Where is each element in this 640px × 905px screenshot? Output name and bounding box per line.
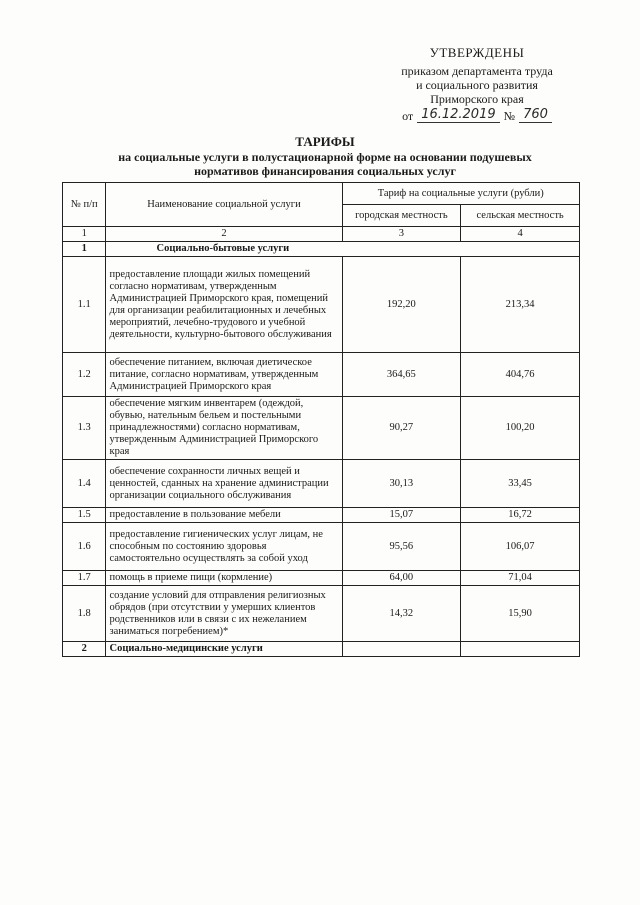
document-title: ТАРИФЫ — [295, 134, 355, 149]
approval-date-line — [372, 108, 582, 123]
row-num: 1.3 — [63, 397, 106, 460]
header-rural: сельская местность — [461, 205, 580, 227]
empty-cell — [461, 642, 580, 657]
col-number-3: 3 — [342, 227, 461, 242]
section-row — [63, 642, 580, 657]
table-header-row — [63, 183, 580, 205]
col-number-4: 4 — [461, 227, 580, 242]
document-subtitle-1: на социальные услуги в полустационарной форме на основании подушевых — [118, 150, 532, 164]
approval-block — [372, 46, 582, 123]
empty-cell — [342, 642, 461, 657]
header-name: Наименование социальной услуги — [106, 183, 342, 227]
row-service-name: предоставление площади жилых помещений согласно нормативам, утвержденным Администрацией Приморского края, помещений для организации реабилитационных и лечебных мероприятий, лечебно-трудового и учебной деятельности, культурно-бытового обслуживания — [106, 257, 342, 353]
header-num: № п/п — [63, 183, 106, 227]
header-tariff-group: Тариф на социальные услуги (рубли) — [342, 183, 580, 205]
row-num: 1.8 — [63, 586, 106, 642]
row-city-price: 30,13 — [342, 460, 461, 508]
row-city-price: 90,27 — [342, 397, 461, 460]
section-num: 1 — [63, 242, 106, 257]
row-service-name: предоставление в пользование мебели — [106, 508, 342, 523]
table-row — [63, 257, 580, 353]
col-number-2: 2 — [106, 227, 342, 242]
row-city-price: 364,65 — [342, 353, 461, 397]
row-rural-price: 213,34 — [461, 257, 580, 353]
table-row — [63, 460, 580, 508]
row-rural-price: 404,76 — [461, 353, 580, 397]
row-service-name: создание условий для отправления религиозных обрядов (при отсутствии у умерших клиентов родственников или в связи с их нежеланием заниматься погребением)* — [106, 586, 342, 642]
row-city-price: 14,32 — [342, 586, 461, 642]
row-num: 1.2 — [63, 353, 106, 397]
table-row — [63, 523, 580, 571]
section-name: Социально-медицинские услуги — [106, 642, 342, 657]
col-number-1: 1 — [63, 227, 106, 242]
row-city-price: 64,00 — [342, 571, 461, 586]
row-rural-price: 106,07 — [461, 523, 580, 571]
row-rural-price: 100,20 — [461, 397, 580, 460]
row-service-name: обеспечение мягким инвентарем (одеждой, обувью, нательным бельем и постельными принадлежностями) согласно нормативам, утвержденным Администрацией Приморского края — [106, 397, 342, 460]
section-num: 2 — [63, 642, 106, 657]
approval-line-2: и социального развития — [416, 78, 538, 92]
approval-line-3: Приморского края — [430, 92, 524, 106]
row-rural-price: 16,72 — [461, 508, 580, 523]
date-prefix: от — [402, 109, 414, 123]
document-subtitle-2: нормативов финансирования социальных услуг — [194, 164, 456, 178]
table-row — [63, 508, 580, 523]
row-service-name: обеспечение сохранности личных вещей и ценностей, сданных на хранение администрации организации социального обслуживания — [106, 460, 342, 508]
document-title-block — [60, 135, 590, 178]
row-num: 1.7 — [63, 571, 106, 586]
row-rural-price: 71,04 — [461, 571, 580, 586]
row-service-name: предоставление гигиенических услуг лицам, не способным по состоянию здоровья самостоятельно осуществлять за собой уход — [106, 523, 342, 571]
table-row — [63, 586, 580, 642]
row-city-price: 15,07 — [342, 508, 461, 523]
row-city-price: 192,20 — [342, 257, 461, 353]
row-rural-price: 33,45 — [461, 460, 580, 508]
header-city: городская местность — [342, 205, 461, 227]
section-row — [63, 242, 580, 257]
row-rural-price: 15,90 — [461, 586, 580, 642]
section-name: Социально-бытовые услуги — [106, 242, 580, 257]
handwritten-date: 16.12.2019 — [417, 108, 499, 123]
row-city-price: 95,56 — [342, 523, 461, 571]
number-prefix: № — [503, 109, 516, 123]
approval-heading: УТВЕРЖДЕНЫ — [429, 45, 525, 60]
handwritten-number: 760 — [519, 108, 552, 123]
table-row — [63, 353, 580, 397]
approval-line-1: приказом департамента труда — [401, 64, 553, 78]
column-number-row — [63, 227, 580, 242]
tariff-table — [62, 182, 580, 657]
table-row — [63, 571, 580, 586]
row-num: 1.6 — [63, 523, 106, 571]
row-service-name: помощь в приеме пищи (кормление) — [106, 571, 342, 586]
row-num: 1.1 — [63, 257, 106, 353]
row-service-name: обеспечение питанием, включая диетическое питание, согласно нормативам, утвержденным Администрацией Приморского края — [106, 353, 342, 397]
row-num: 1.5 — [63, 508, 106, 523]
row-num: 1.4 — [63, 460, 106, 508]
table-row — [63, 397, 580, 460]
